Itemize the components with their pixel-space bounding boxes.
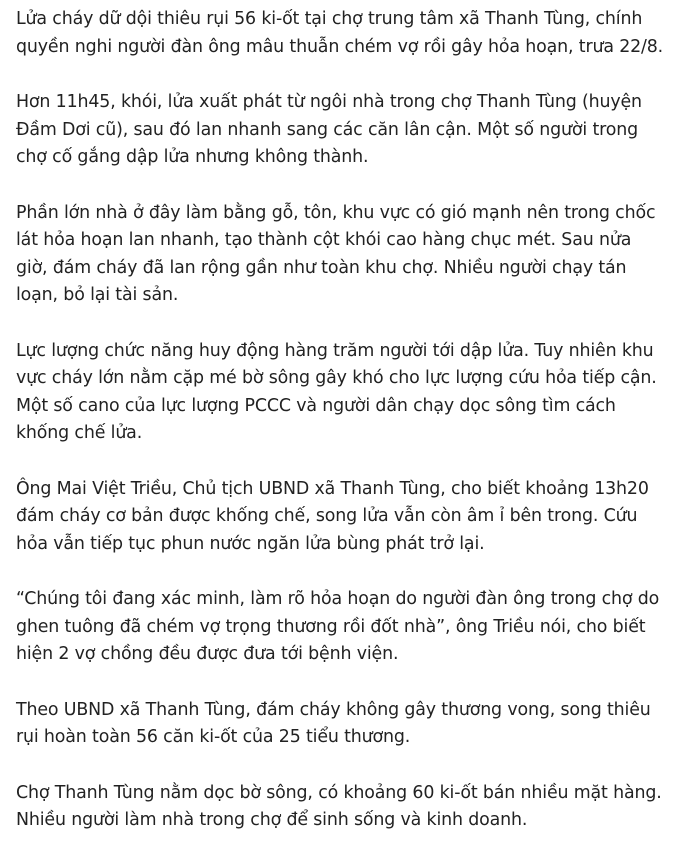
article-body <box>16 6 668 863</box>
paragraph-lead: Lửa cháy dữ dội thiêu rụi 56 ki-ốt tại chợ trung tâm xã Thanh Tùng, chính quyền nghi người đàn ông mâu thuẫn chém vợ rồi gây hỏa hoạn, trưa 22/8. <box>16 9 664 57</box>
paragraph-fire-origin: Hơn 11h45, khói, lửa xuất phát từ ngôi nhà trong chợ Thanh Tùng (huyện Đầm Dơi cũ), sau đó lan nhanh sang các căn lân cận. Một số người trong chợ cố gắng dập lửa nhưng không thành. <box>16 92 642 167</box>
paragraph-quote: “Chúng tôi đang xác minh, làm rõ hỏa hoạn do người đàn ông trong chợ do ghen tuông đã chém vợ trọng thương rồi đốt nhà”, ông Triều nói, cho biết hiện 2 vợ chồng đều được đưa tới bệnh viện. <box>16 589 660 664</box>
paragraph-firefighting: Lực lượng chức năng huy động hàng trăm người tới dập lửa. Tuy nhiên khu vực cháy lớn nằm cặp mé bờ sông gây khó cho lực lượng cứu hỏa tiếp cận. Một số cano của lực lượng PCCC và người dân chạy dọc sông tìm cách khống chế lửa. <box>16 340 657 443</box>
paragraph-market-info: Chợ Thanh Tùng nằm dọc bờ sông, có khoảng 60 ki-ốt bán nhiều mặt hàng. Nhiều người làm nhà trong chợ để sinh sống và kinh doanh. <box>16 782 662 830</box>
paragraph-official-statement: Ông Mai Việt Triều, Chủ tịch UBND xã Thanh Tùng, cho biết khoảng 13h20 đám cháy cơ bản được khống chế, song lửa vẫn còn âm ỉ bên trong. Cứu hỏa vẫn tiếp tục phun nước ngăn lửa bùng phát trở lại. <box>16 478 649 554</box>
paragraph-damage: Theo UBND xã Thanh Tùng, đám cháy không gây thương vong, song thiêu rụi hoàn toàn 56 căn ki-ốt của 25 tiểu thương. <box>16 699 651 747</box>
paragraph-fire-spread: Phần lớn nhà ở đây làm bằng gỗ, tôn, khu vực có gió mạnh nên trong chốc lát hỏa hoạn lan nhanh, tạo thành cột khói cao hàng chục mét. Sau nửa giờ, đám cháy đã lan rộng gần như toàn khu chợ. Nhiều người chạy tán loạn, bỏ lại tài sản. <box>16 202 656 305</box>
